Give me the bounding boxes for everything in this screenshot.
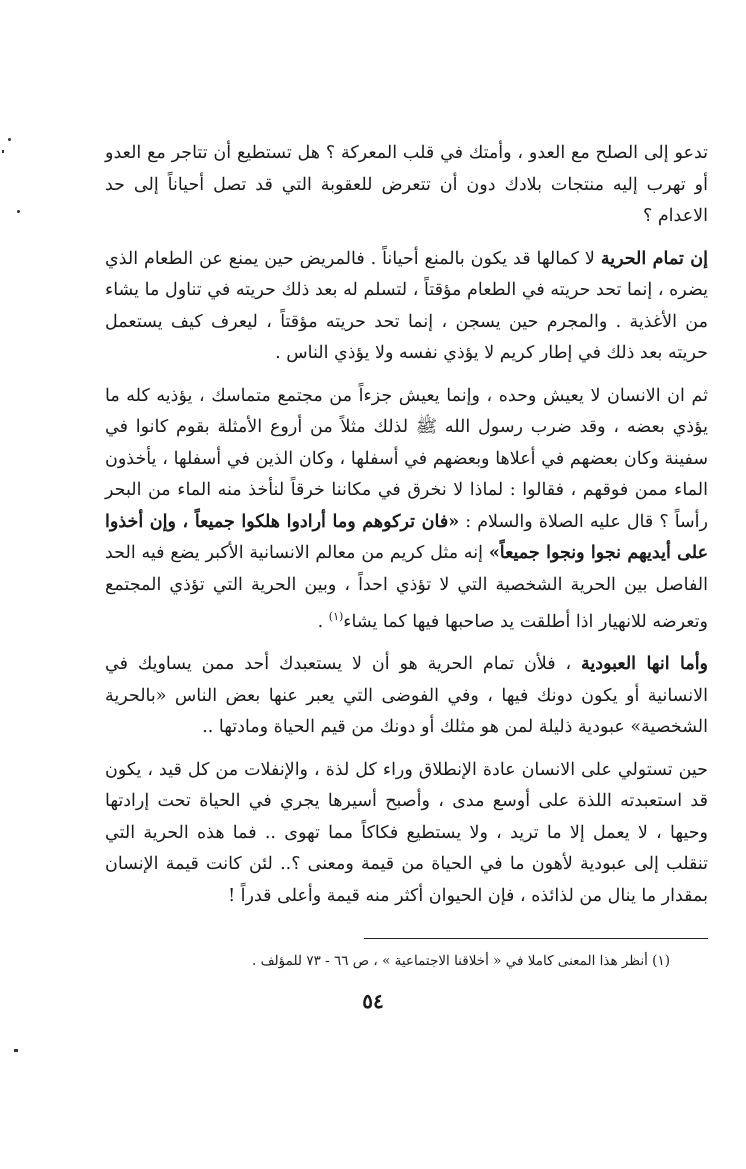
footnote-marker: (١) xyxy=(328,610,344,623)
paragraph xyxy=(105,381,708,639)
paragraph xyxy=(105,138,708,233)
paragraph-text: إنه مثل كريم من معالم الانسانية الأكبر يضع فيه الحد الفاصل بين الحرية الشخصية التي لا تؤذي احداً ، وبين الحرية التي تؤذي المجتمع وتعرضه للانهيار اذا أطلقت يد صاحبها فيها كما يشاء xyxy=(105,543,708,632)
paragraph-text: لا كمالها قد يكون بالمنع أحياناً . فالمريض حين يمنع عن الطعام الذي يضره ، إنما تحد حريته في الطعام مؤقتاً ، لتسلم له بعد ذلك حريته في تناول ما يشاء من الأغذية . والمجرم حين يسجن ، إنما تحد حريته مؤقتاً ، ليعرف كيف يستعمل حريته بعد ذلك في إطار كريم لا يؤذي نفسه ولا يؤذي الناس . xyxy=(105,248,708,363)
scan-speck xyxy=(2,150,4,153)
paragraph-text: ثم ان الانسان لا يعيش وحده ، وإنما يعيش جزءاً من مجتمع متماسك ، يؤذيه كله ما يؤذي بعضه ، وقد ضرب رسول الله ﷺ لذلك مثلاً من أروع الأمثلة بقوم كانوا في سفينة وكان بعضهم في أعلاها وبعضهم في أسفلها ، وكان الذين في أسفلها ، يأخذون الماء ممن فوقهم ، فقالوا : لماذا لا نخرق في مكاننا خرقاً لنأخذ منه الماء من البحر رأساً ؟ قال عليه الصلاة والسلام : xyxy=(105,385,708,532)
page-body xyxy=(105,138,708,923)
scan-speck xyxy=(17,210,20,213)
footnote-rule xyxy=(364,938,708,939)
emphasized-text: إن تمام الحرية xyxy=(600,248,708,269)
footnote: (١) أنظر هذا المعنى كاملا في « أخلاقنا الاجتماعية » ، ص ٦٦ - ٧٣ للمؤلف . xyxy=(252,953,670,969)
paragraph xyxy=(105,755,708,913)
paragraph-text: حين تستولي على الانسان عادة الإنطلاق وراء كل لذة ، والإنفلات من كل قيد ، يكون قد استعبدته اللذة على أوسع مدى ، وأصبح أسيرها يجري في الحياة تحت إرادتها وحيها ، لا يعمل إلا ما تريد ، ولا يستطيع فكاكاً مما تهوى .. فما هذه الحرية التي تنقلب إلى عبودية لأهون ما في الحياة من قيمة ومعنى ؟.. لئن كانت قيمة الإنسان بمقدار ما ينال من لذائذه ، فإن الحيوان أكثر منه قيمة وأعلى قدراً ! xyxy=(105,759,708,906)
scan-speck xyxy=(8,138,11,141)
paragraph-text: . xyxy=(317,611,329,632)
paragraph xyxy=(105,244,708,370)
paragraph-text: ، فلأن تمام الحرية هو أن لا يستعبدك أحد ممن يساويك في الانسانية أو يكون دونك فيها ، وفي الفوضى التي يعبر عنها بعض الناس «بالحرية الشخصية» عبودية ذليلة لمن هو مثلك أو دونك من قيم الحياة ومادتها .. xyxy=(105,654,708,738)
paragraph-text: تدعو إلى الصلح مع العدو ، وأمتك في قلب المعركة ؟ هل تستطيع أن تتاجر مع العدو أو تهرب إليه منتجات بلادك دون أن تتعرض للعقوبة التي قد تصل أحياناً إلى حد الاعدام ؟ xyxy=(105,143,708,226)
paragraph xyxy=(105,649,708,744)
emphasized-text: «فان تركوهم وما أرادوا هلكوا جميعاً ، وإن أخذوا على أيديهم نجوا ونجوا جميعاً» xyxy=(105,511,709,563)
emphasized-text: وأما انها العبودية xyxy=(581,654,709,675)
page-number: ٥٤ xyxy=(362,989,384,1013)
scan-speck xyxy=(14,1049,18,1052)
